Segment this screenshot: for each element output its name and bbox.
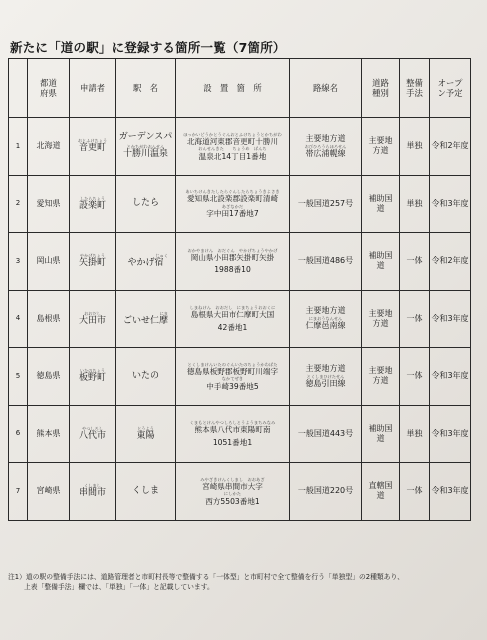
header-applicant: 申請者 — [70, 59, 116, 118]
applicant-cell — [70, 175, 116, 233]
stations-table — [8, 58, 471, 521]
address-furigana-2: おんせんきた ちょうめ ばんち — [198, 146, 267, 152]
prefecture-cell: 宮崎県 — [28, 463, 70, 521]
header-location: 設 置 箇 所 — [176, 59, 290, 118]
method-cell: 単独 — [400, 405, 430, 463]
table-row — [9, 233, 471, 291]
prefecture-cell: 北海道 — [28, 118, 70, 176]
road-type-cell: 主要地方道 — [362, 290, 400, 348]
address-furigana-2: にしかた — [223, 491, 242, 497]
address-furigana-1: おかやまけん おだぐん やかげちょうやかげ — [187, 247, 278, 253]
row-number: 6 — [9, 405, 28, 463]
address-line-1: 徳島県板野郡板野町川端字 — [186, 366, 279, 376]
address-furigana-1: あいちけんきたしたらぐんしたらちょうきよさき — [185, 189, 280, 195]
method-cell: 一体 — [400, 290, 430, 348]
station-name-line1: 東陽 — [136, 430, 155, 441]
opening-cell: 令和2年度 — [430, 233, 471, 291]
location-cell — [176, 118, 290, 176]
station-name-line1: くしま — [131, 485, 159, 496]
route-line-2: 帯広浦幌線 — [305, 148, 346, 158]
station-name-line2: 十勝川温泉 — [122, 148, 168, 159]
route-cell — [290, 463, 362, 521]
address-furigana-2: あざなかだ — [221, 203, 244, 209]
location-cell — [176, 233, 290, 291]
header-method: 整備手法 — [400, 59, 430, 118]
road-type-cell: 補助国道 — [362, 233, 400, 291]
applicant-cell — [70, 463, 116, 521]
table-row — [9, 290, 471, 348]
table-row — [9, 175, 471, 233]
route-cell — [290, 348, 362, 406]
route-cell — [290, 405, 362, 463]
route-line-1: 一般国道220号 — [297, 486, 354, 496]
station-name-line1: いたの — [131, 370, 159, 381]
station-cell — [116, 463, 176, 521]
station-furigana: じゅく — [155, 253, 168, 258]
applicant-name: 八代市 — [78, 430, 106, 441]
station-cell — [116, 118, 176, 176]
address-furigana-1: ほっかいどうかとうぐんおとふけちょうとかちがわ — [183, 131, 282, 137]
applicant-cell — [70, 118, 116, 176]
opening-cell: 令和3年度 — [430, 463, 471, 521]
road-type-cell: 主要地方道 — [362, 118, 400, 176]
header-prefecture: 都道府県 — [28, 59, 70, 118]
address-furigana-1: くまもとけんやつしろしとうようまちみなみ — [189, 420, 276, 426]
table-row — [9, 463, 471, 521]
route-line-2: 仁摩邑南線 — [305, 321, 346, 331]
prefecture-cell: 島根県 — [28, 290, 70, 348]
opening-cell: 令和3年度 — [430, 348, 471, 406]
address-furigana-1: みやざきけんくしまし おおあざ — [200, 476, 265, 482]
station-furigana: にま — [159, 310, 168, 316]
header-opening: オープン予定 — [430, 59, 471, 118]
footnote — [8, 573, 478, 593]
route-furigana: にまおうなんせん — [308, 316, 343, 322]
station-name-line1: ごいせ仁摩 — [122, 315, 168, 326]
method-cell: 一体 — [400, 348, 430, 406]
road-type-cell: 補助国道 — [362, 175, 400, 233]
route-line-1: 一般国道443号 — [297, 428, 354, 438]
header-route: 路線名 — [290, 59, 362, 118]
route-cell — [290, 175, 362, 233]
address-line-1: 岡山県小田郡矢掛町矢掛 — [190, 252, 275, 262]
header-road-type: 道路種別 — [362, 59, 400, 118]
applicant-furigana: いたのちょう — [79, 368, 106, 373]
opening-cell: 令和3年度 — [430, 290, 471, 348]
address-line-1: 熊本県八代市東陽町南 — [194, 425, 271, 435]
method-cell: 単独 — [400, 118, 430, 176]
station-cell — [116, 290, 176, 348]
location-cell — [176, 290, 290, 348]
applicant-cell — [70, 405, 116, 463]
prefecture-cell: 岡山県 — [28, 233, 70, 291]
row-number: 7 — [9, 463, 28, 521]
station-cell — [116, 405, 176, 463]
row-number: 1 — [9, 118, 28, 176]
footnote-line-1: 注1）道の駅の整備手法には、道路管理者と市町村長等で整備する「一体型」と市町村で全て整備を行う「単独型」の2種類あり、 — [8, 573, 405, 581]
station-furigana: とかちがわおんせん — [126, 143, 165, 149]
station-cell — [116, 233, 176, 291]
road-type-cell: 補助国道 — [362, 405, 400, 463]
row-number: 2 — [9, 175, 28, 233]
opening-cell: 令和3年度 — [430, 405, 471, 463]
route-line-1: 一般国道486号 — [297, 256, 354, 266]
table-row — [9, 405, 471, 463]
prefecture-cell: 徳島県 — [28, 348, 70, 406]
address-furigana-1: しまねけん おおだし にまちょうおおくに — [189, 305, 276, 311]
station-cell — [116, 175, 176, 233]
address-line-1: 愛知県北設楽郡設楽町清崎 — [186, 194, 279, 204]
applicant-name: 串間市 — [78, 488, 106, 499]
route-furigana: おびひろうらほろせん — [304, 143, 347, 149]
station-name-line1: したら — [131, 198, 159, 209]
applicant-furigana: おおだし — [84, 310, 101, 316]
applicant-name: 音更町 — [78, 143, 106, 154]
address-line-2: 西方5503番地1 — [205, 496, 260, 506]
address-furigana-1: とくしまけんいたのぐんいたのちょうかわばた — [187, 361, 278, 367]
applicant-name: 大田市 — [78, 315, 106, 326]
method-cell: 一体 — [400, 463, 430, 521]
row-number: 3 — [9, 233, 28, 291]
station-name-line1: ガーデンスパ — [118, 132, 173, 143]
route-line-1: 主要地方道 — [305, 133, 346, 143]
route-line-1: 主要地方道 — [305, 306, 346, 316]
header-row — [9, 59, 471, 118]
method-cell: 単独 — [400, 175, 430, 233]
header-station: 駅 名 — [116, 59, 176, 118]
applicant-furigana: おとふけちょう — [77, 138, 108, 143]
prefecture-cell: 愛知県 — [28, 175, 70, 233]
route-line-1: 一般国道257号 — [297, 198, 354, 208]
route-line-2: 徳島引田線 — [305, 378, 346, 388]
address-line-1: 北海道河東郡音更町十勝川 — [186, 136, 279, 146]
table-row — [9, 348, 471, 406]
location-cell — [176, 463, 290, 521]
applicant-cell — [70, 233, 116, 291]
location-cell — [176, 175, 290, 233]
applicant-cell — [70, 348, 116, 406]
route-furigana: とくしまひけたせん — [306, 373, 345, 379]
route-cell — [290, 290, 362, 348]
applicant-cell — [70, 290, 116, 348]
footnote-line-2: 上表「整備手法」欄では、「単独」「一体」と記載しています。 — [24, 582, 214, 591]
page-title: 新たに「道の駅」に登録する箇所一覧（7箇所） — [10, 40, 286, 55]
applicant-furigana: やかげちょう — [79, 253, 106, 258]
applicant-name: 矢掛町 — [78, 258, 106, 269]
address-line-2: 1988番10 — [214, 265, 251, 275]
location-cell — [176, 348, 290, 406]
address-line-2: 温泉北14丁目1番地 — [198, 151, 267, 161]
road-type-cell: 主要地方道 — [362, 348, 400, 406]
address-line-2: 1051番地1 — [212, 437, 253, 447]
address-line-1: 島根県大田市仁摩町大国 — [190, 310, 275, 320]
address-line-2: 中手崎39番地5 — [206, 381, 259, 391]
prefecture-cell: 熊本県 — [28, 405, 70, 463]
applicant-name: 板野町 — [78, 373, 106, 384]
address-line-2: 42番地1 — [217, 322, 248, 332]
applicant-furigana: やつしろし — [82, 425, 103, 431]
applicant-name: 設楽町 — [78, 200, 106, 211]
opening-cell: 令和3年度 — [430, 175, 471, 233]
address-furigana-2: なかてぜき — [221, 376, 244, 382]
route-line-1: 主要地方道 — [305, 363, 346, 373]
station-furigana: とうよう — [137, 425, 154, 431]
row-number: 5 — [9, 348, 28, 406]
address-line-2: 字中田17番地7 — [206, 209, 259, 218]
table-row — [9, 118, 471, 176]
method-cell: 一体 — [400, 233, 430, 291]
applicant-furigana: くしまし — [84, 483, 101, 488]
applicant-furigana: したらちょう — [79, 195, 106, 201]
station-name-line1: やかげ宿 — [127, 258, 164, 269]
station-cell — [116, 348, 176, 406]
location-cell — [176, 405, 290, 463]
row-number: 4 — [9, 290, 28, 348]
route-cell — [290, 233, 362, 291]
route-cell — [290, 118, 362, 176]
road-type-cell: 直轄国道 — [362, 463, 400, 521]
address-line-1: 宮崎県串間市大字 — [202, 481, 263, 491]
header-no — [9, 59, 28, 118]
opening-cell: 令和2年度 — [430, 118, 471, 176]
